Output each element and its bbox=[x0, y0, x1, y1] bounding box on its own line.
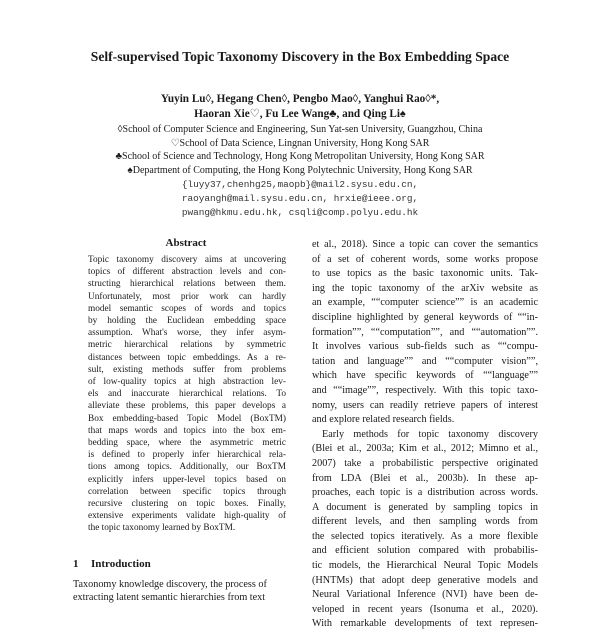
section-heading bbox=[73, 558, 303, 570]
body-text-line: Early methods for topic taxonomy discovery bbox=[322, 428, 538, 440]
affiliation-line: ♡School of Data Science, Lingnan University, Hong Kong SAR bbox=[170, 137, 430, 149]
abstract-line: is defined to properly infer hierarchical rela- bbox=[88, 450, 286, 461]
abstract-line: the topic taxonomy learned by BoxTM. bbox=[88, 523, 236, 534]
abstract-line: recursive clustering on topic boxes. Finally, bbox=[88, 499, 286, 510]
abstract-line: model semantic scopes of words and topics bbox=[88, 303, 286, 314]
paper-title: Self-supervised Topic Taxonomy Discovery in the Box Embedding Space bbox=[90, 49, 510, 64]
abstract-line: assumption. What's worse, they infer asym- bbox=[88, 328, 286, 339]
abstract-line: distances between topic embeddings. As a re- bbox=[88, 352, 286, 363]
body-text-line: tation and language”” and ““computer vision””, bbox=[312, 355, 538, 367]
body-text-line: an example, ““computer science”” is an academic bbox=[312, 297, 538, 309]
affiliation-line: ♣School of Science and Technology, Hong Kong Metropolitan University, Hong Kong SAR bbox=[115, 151, 485, 163]
abstract-line: bedding space, where the asymmetric metric bbox=[88, 438, 286, 449]
body-text-line: ing the topic taxonomy of the arXiv website as bbox=[312, 282, 538, 294]
abstract-line: of low-quality topics at high abstraction lev- bbox=[88, 377, 286, 388]
abstract-line: metric hierarchical relations by symmetric bbox=[88, 340, 286, 351]
body-text-line: and ““image””, respectively. With this topic taxo- bbox=[312, 384, 538, 396]
author-list bbox=[80, 92, 520, 122]
email-list bbox=[100, 178, 500, 220]
body-text-line: discipline highlighted by general keywords of ““in- bbox=[312, 311, 538, 323]
introduction-body bbox=[73, 578, 299, 604]
affiliation-line: ◊School of Computer Science and Engineering, Sun Yat-sen University, Guangzhou, China bbox=[117, 124, 483, 135]
abstract-line: explicitly infers upper-level topics based on bbox=[88, 474, 286, 485]
author-line: Haoran Xie♡, Fu Lee Wang♣, and Qing Li♠ bbox=[194, 108, 406, 120]
abstract-body bbox=[88, 254, 286, 535]
body-text-line: tic models, the Hierarchical Neural Topic Models bbox=[312, 560, 538, 572]
body-text-line: proaches, each topic is a distribution across words. bbox=[312, 487, 538, 499]
body-text-line: and efficient solution compared with probabilis- bbox=[312, 545, 538, 557]
email-line: pwang@hkmu.edu.hk, csqli@comp.polyu.edu.hk bbox=[181, 207, 419, 218]
affiliation-line: ♠Department of Computing, the Hong Kong Polytechnic University, Hong Kong SAR bbox=[127, 164, 473, 176]
body-text-line: It involves various sub-fields such as ““compu- bbox=[312, 341, 538, 353]
abstract-line: sult, existing methods suffer from problems bbox=[88, 364, 286, 375]
body-text-line: nomy, users can readily retrieve papers of interest bbox=[312, 399, 538, 411]
body-text-line: Neural Variational Inference (NVI) have been de- bbox=[312, 589, 538, 601]
body-text-line: With remarkable developments of text represen- bbox=[312, 618, 538, 630]
abstract-heading: Abstract bbox=[165, 237, 207, 249]
body-text-line: from LDA (Blei et al., 2003b). In these ap- bbox=[312, 472, 538, 484]
body-text-line: which have specific keywords of ““language”” bbox=[312, 370, 538, 382]
abstract-line: by holding the Euclidean embedding space bbox=[88, 316, 286, 327]
abstract-line: structing hierarchical relations between them. bbox=[88, 279, 286, 290]
email-line: {luyy37,chenhg25,maopb}@mail2.sysu.edu.cn, bbox=[181, 179, 419, 190]
abstract-line: that maps words and topics into the box em- bbox=[88, 425, 286, 436]
body-text-line: and explore related research fields. bbox=[312, 414, 455, 426]
body-text-line: (HNTMs) that adopt deep generative models and bbox=[312, 574, 538, 586]
body-text-line: et al., 2018). Since a topic can cover the semantics bbox=[312, 239, 538, 250]
section-number: 1 bbox=[73, 558, 79, 570]
intro-line: extracting latent semantic hierarchies from text bbox=[73, 592, 266, 604]
abstract-line: extensive experiments validate high-quality of bbox=[88, 511, 286, 522]
abstract-line: tions among topics. Additionally, our BoxTM bbox=[88, 462, 286, 473]
body-text-line: different levels, and then sampling words from bbox=[312, 516, 538, 528]
section-title: Introduction bbox=[91, 558, 151, 570]
email-line: raoyangh@mail.sysu.edu.cn, hrxie@ieee.org, bbox=[181, 193, 419, 204]
body-text-line: formation””, ““computation””, and ““automation””. bbox=[312, 326, 538, 338]
right-column-body bbox=[312, 238, 538, 632]
abstract-line: Unfortunately, most prior work can hardly bbox=[88, 291, 286, 302]
body-text-line: 2007) take a probabilistic perspective originated bbox=[312, 457, 538, 469]
abstract-line: correlation between specific topics through bbox=[88, 486, 286, 497]
affiliation-list bbox=[60, 123, 540, 177]
intro-line: Taxonomy knowledge discovery, the process of bbox=[73, 579, 267, 590]
body-text-line: to use topics as the basic taxonomic units. Tak- bbox=[312, 268, 538, 280]
abstract-line: Box embedding-based Topic Model (BoxTM) bbox=[88, 413, 286, 424]
author-line: Yuyin Lu◊, Hegang Chen◊, Pengbo Mao◊, Yanghui Rao◊*, bbox=[160, 93, 440, 105]
body-text-line: the selected topics iteratively. As a more flexible bbox=[312, 530, 538, 542]
abstract-line: alleviate these problems, this paper develops a bbox=[88, 401, 286, 412]
body-text-line: veloped in recent years (Isonuma et al., 2020). bbox=[312, 603, 538, 615]
body-text-line: (Blei et al., 2003a; Kim et al., 2012; Mimno et al., bbox=[312, 443, 538, 455]
abstract-line: topics of different abstraction levels and con- bbox=[88, 267, 286, 278]
abstract-line: els and inaccurate hierarchical relations. To bbox=[88, 389, 286, 400]
body-text-line: of a set of coherent words, some works propose bbox=[312, 253, 538, 265]
abstract-line: Topic taxonomy discovery aims at uncovering bbox=[88, 255, 286, 265]
body-text-line: A document is generated by sampling topics in bbox=[312, 501, 538, 513]
